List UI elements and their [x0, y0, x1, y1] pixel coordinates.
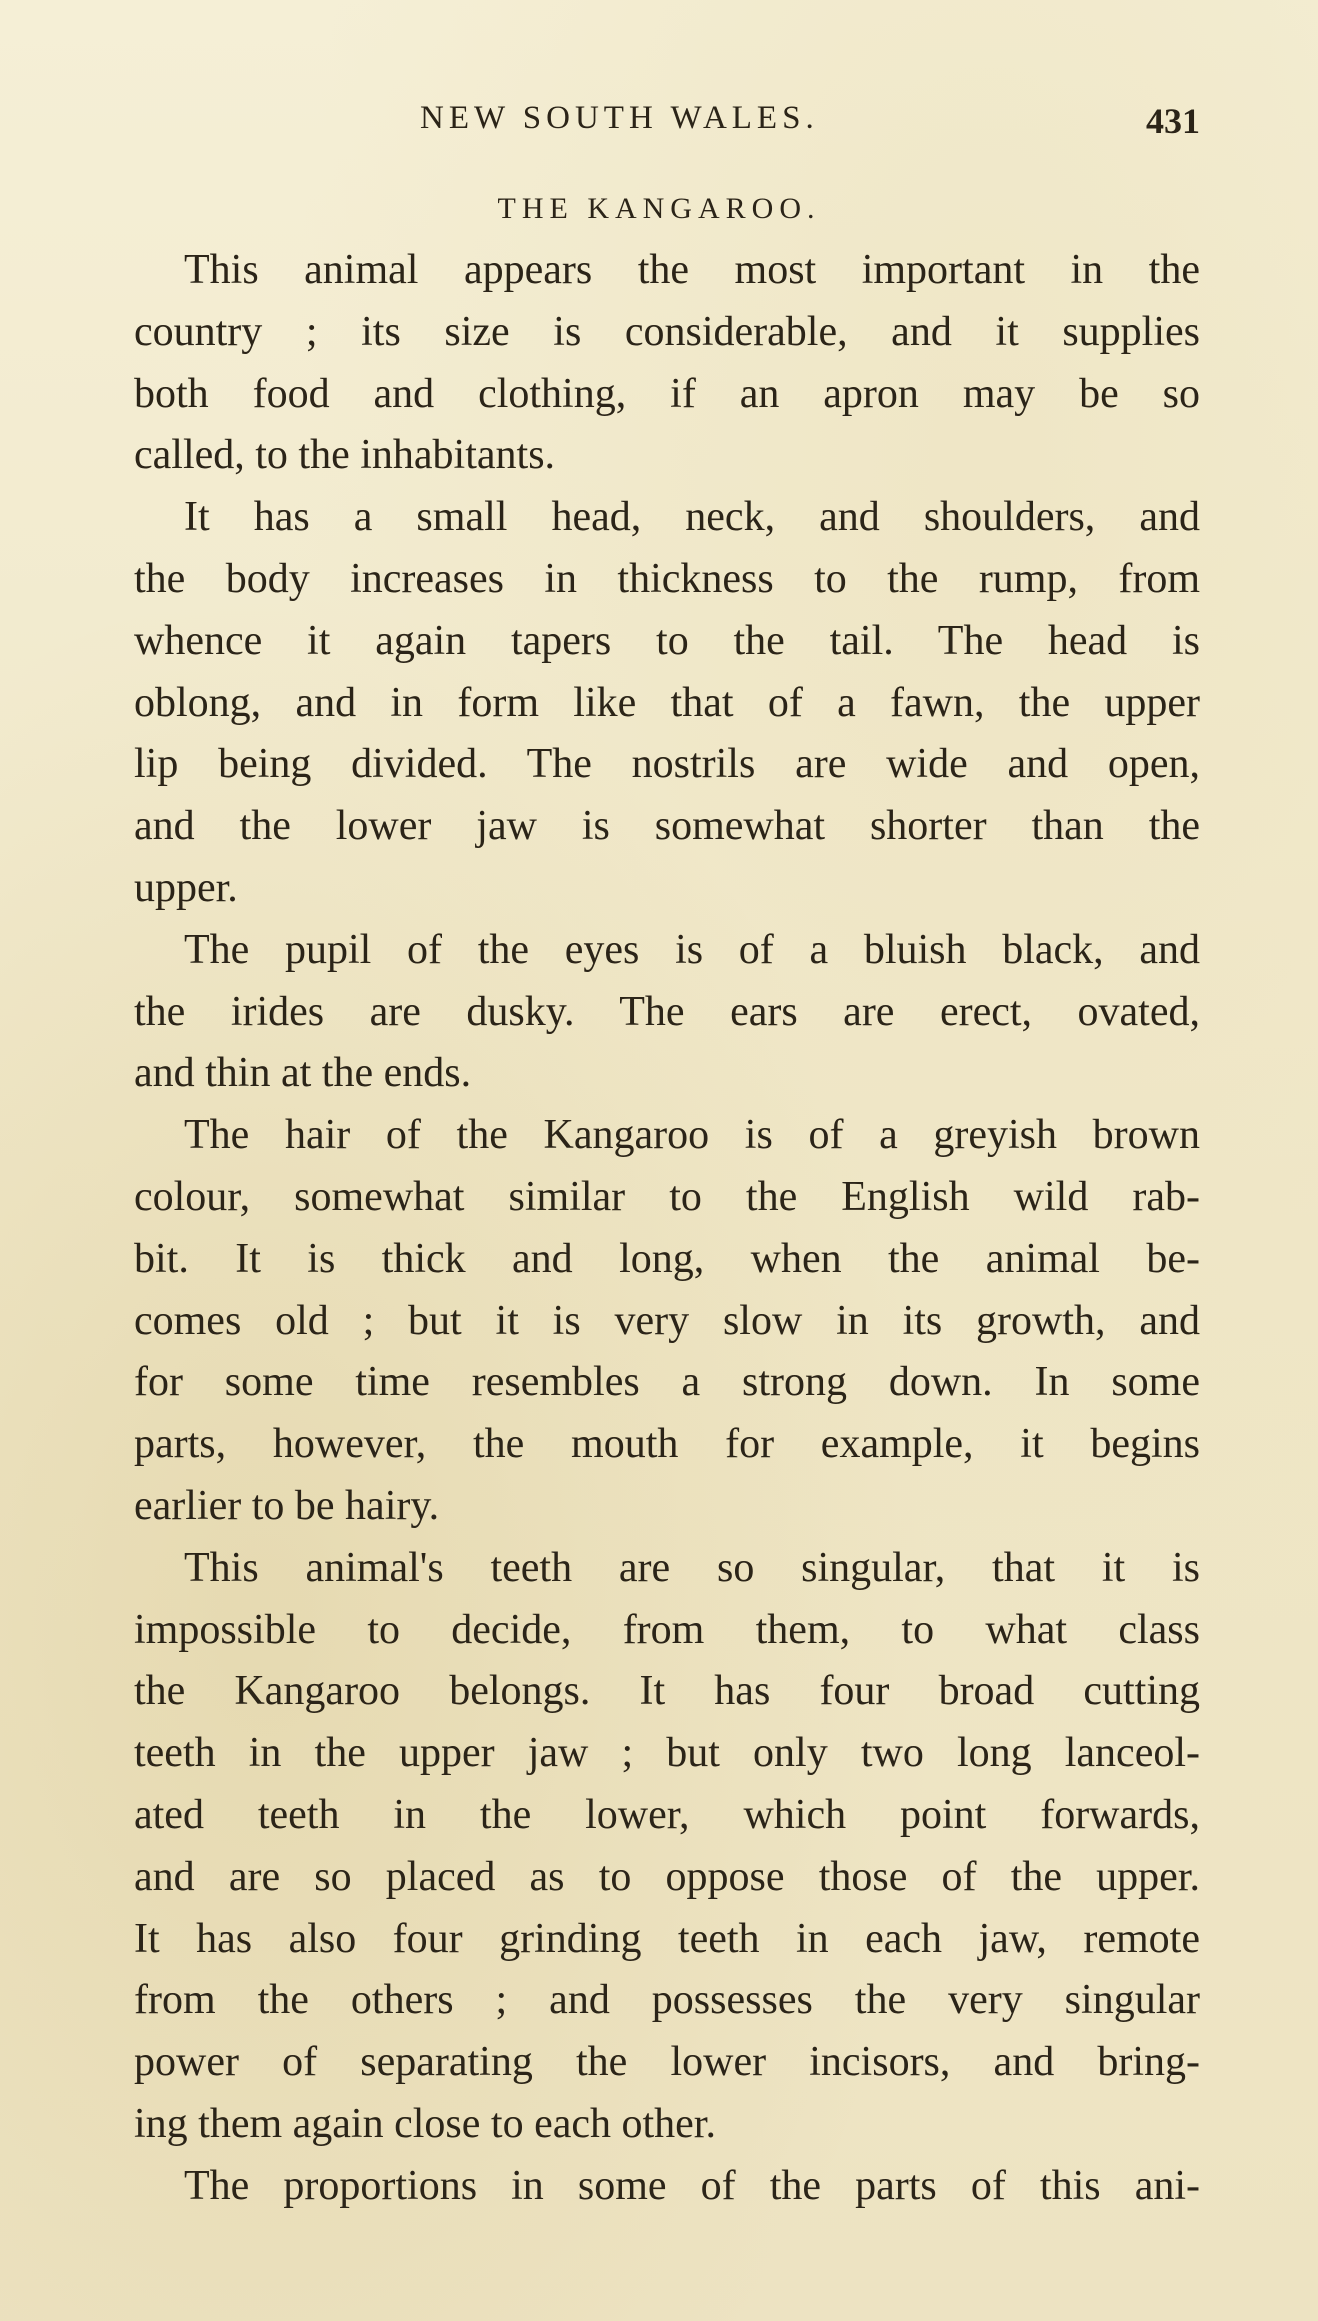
text-line: whence it again tapers to the tail. The head is — [134, 617, 1200, 664]
text-line: power of separating the lower incisors, and bring- — [134, 2039, 1200, 2086]
text-line: earlier to be hairy. — [134, 1482, 440, 1529]
text-line: called, to the inhabitants. — [134, 432, 556, 479]
text-line: for some time resembles a strong down. In some — [134, 1359, 1200, 1406]
text-line: It has a small head, neck, and shoulders, and — [184, 494, 1200, 541]
body-text — [134, 240, 1200, 2218]
text-line: It has also four grinding teeth in each jaw, remote — [134, 1915, 1200, 1962]
text-line: The hair of the Kangaroo is of a greyish brown — [184, 1112, 1200, 1159]
text-line: oblong, and in form like that of a fawn, the upper — [134, 679, 1200, 726]
text-line: upper. — [134, 864, 238, 911]
text-line: This animal appears the most important in the — [184, 247, 1200, 293]
text-line: the body increases in thickness to the rump, from — [134, 555, 1200, 602]
text-line: and the lower jaw is somewhat shorter than the — [134, 803, 1200, 850]
page-number: 431 — [1146, 101, 1200, 141]
text-line: both food and clothing, if an apron may be so — [134, 370, 1200, 417]
text-line: The proportions in some of the parts of this ani- — [184, 2162, 1200, 2209]
page-header — [420, 100, 1200, 160]
text-line: from the others ; and possesses the very singular — [134, 1977, 1200, 2024]
text-line: the irides are dusky. The ears are erect, ovated, — [134, 988, 1200, 1035]
text-line: The pupil of the eyes is of a bluish black, and — [184, 926, 1200, 973]
text-line: bit. It is thick and long, when the animal be- — [134, 1235, 1200, 1282]
text-line: the Kangaroo belongs. It has four broad cutting — [134, 1668, 1200, 1715]
text-line: ing them again close to each other. — [134, 2100, 716, 2147]
text-line: This animal's teeth are so singular, that it is — [184, 1544, 1200, 1591]
text-line: ated teeth in the lower, which point forwards, — [134, 1791, 1200, 1838]
running-head: NEW SOUTH WALES. — [420, 100, 819, 136]
text-line: teeth in the upper jaw ; but only two long lanceol- — [134, 1730, 1200, 1777]
section-title: THE KANGAROO. — [497, 192, 821, 225]
text-line: colour, somewhat similar to the English wild rab- — [134, 1173, 1200, 1220]
text-line: impossible to decide, from them, to what class — [134, 1606, 1200, 1653]
text-line: lip being divided. The nostrils are wide and open, — [134, 741, 1200, 788]
text-line: parts, however, the mouth for example, it begins — [134, 1421, 1200, 1468]
text-line: and thin at the ends. — [134, 1050, 472, 1097]
text-line: country ; its size is considerable, and it supplies — [134, 308, 1200, 355]
text-line: and are so placed as to oppose those of the upper. — [134, 1853, 1200, 1900]
text-line: comes old ; but it is very slow in its growth, and — [134, 1297, 1200, 1344]
